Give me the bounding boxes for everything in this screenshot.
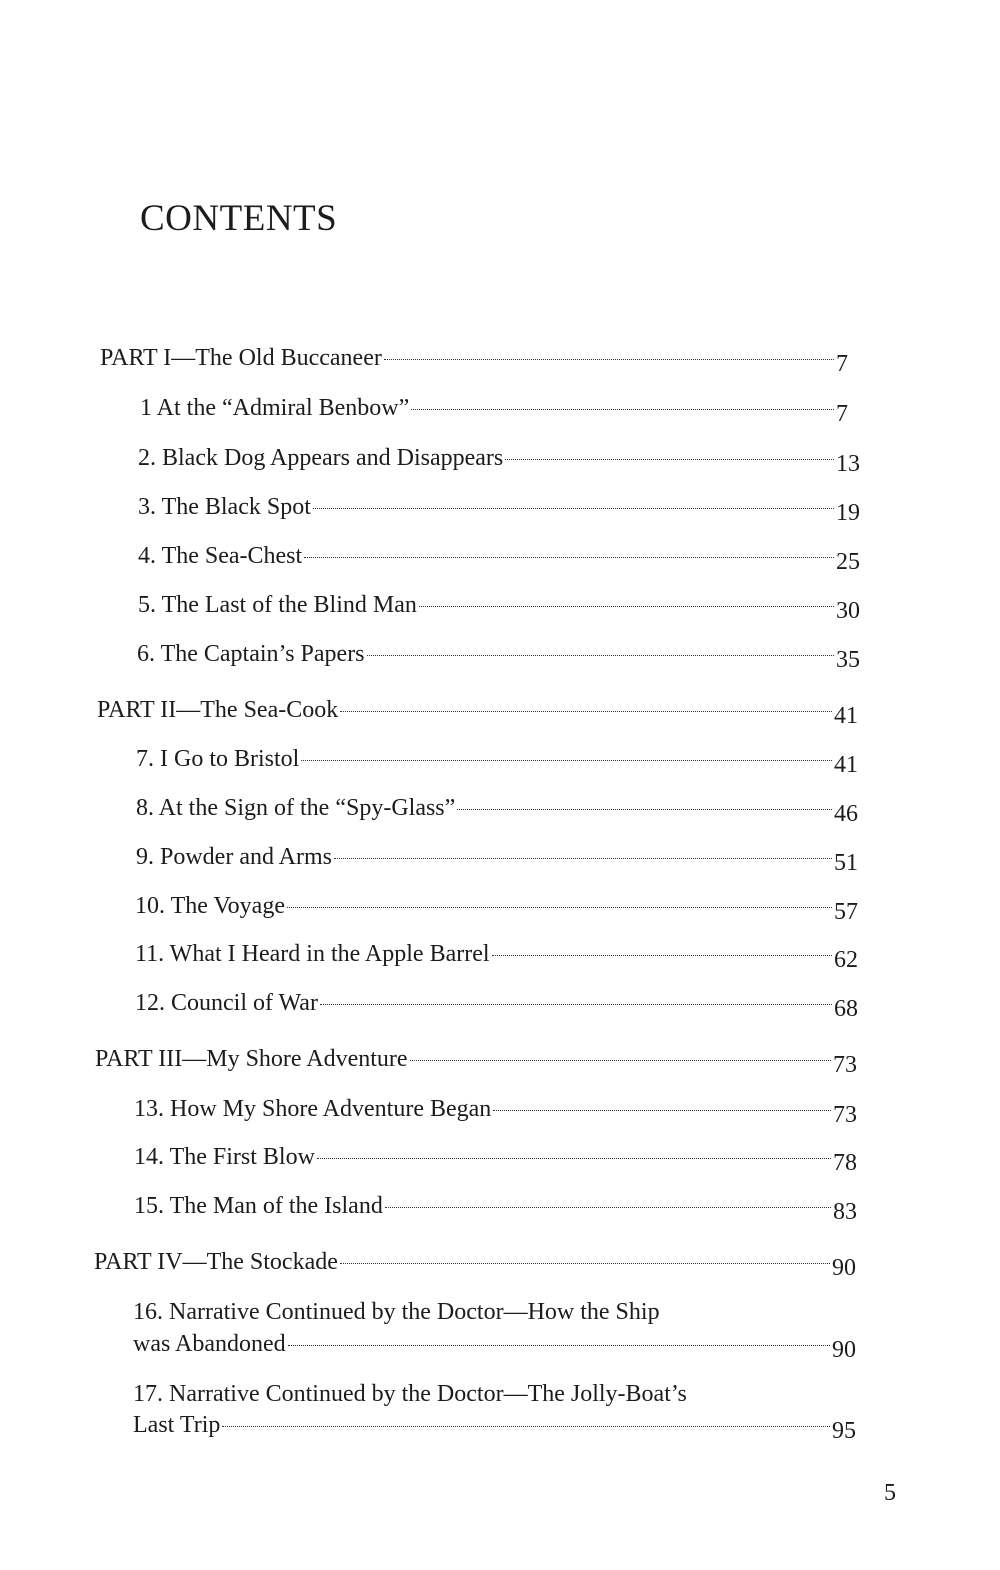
toc-entry-title: 3. The Black Spot [138, 494, 311, 520]
toc-page-number: 90 [832, 1337, 856, 1363]
toc-page-number: 62 [834, 947, 858, 973]
toc-page-number: 35 [836, 647, 860, 673]
toc-chapter-entry [137, 639, 860, 673]
toc-part-heading [97, 695, 858, 729]
toc-chapter-entry [136, 744, 858, 778]
toc-chapter-entry [138, 541, 860, 575]
toc-entry-title: 14. The First Blow [134, 1144, 315, 1170]
toc-page-number: 57 [834, 899, 858, 925]
toc-entry-title: 11. What I Heard in the Apple Barrel [135, 941, 490, 967]
toc-chapter-entry [138, 443, 860, 477]
toc-entry-title: 9. Powder and Arms [136, 844, 332, 870]
toc-entry-title: 15. The Man of the Island [134, 1193, 383, 1219]
toc-chapter-entry [138, 492, 860, 526]
dot-leader [320, 1004, 832, 1005]
toc-entry-title: 7. I Go to Bristol [136, 746, 300, 772]
dot-leader [493, 1110, 831, 1111]
toc-page-number: 90 [832, 1255, 856, 1281]
toc-page-number: 41 [834, 752, 858, 778]
page-title: CONTENTS [140, 198, 338, 239]
toc-chapter-entry [135, 988, 858, 1022]
toc-chapter-entry [134, 1142, 857, 1176]
toc-entry-title: 6. The Captain’s Papers [137, 641, 365, 667]
toc-entry-first-line: 17. Narrative Continued by the Doctor—The Jolly-Boat’s [133, 1381, 687, 1407]
dot-leader [419, 606, 834, 607]
dot-leader [334, 858, 832, 859]
dot-leader [411, 409, 834, 410]
dot-leader [313, 508, 834, 509]
dot-leader [288, 1345, 830, 1346]
toc-chapter-entry [133, 1329, 856, 1363]
toc-page-number: 13 [836, 451, 860, 477]
toc-chapter-entry [135, 939, 858, 973]
toc-entry-title: was Abandoned [133, 1331, 286, 1357]
dot-leader [301, 760, 832, 761]
toc-page-number: 7 [836, 401, 848, 427]
dot-leader [457, 809, 832, 810]
dot-leader [505, 459, 834, 460]
toc-entry-title: PART IV—The Stockade [94, 1249, 338, 1275]
toc-chapter-entry [135, 891, 858, 925]
dot-leader [410, 1060, 831, 1061]
toc-chapter-entry [134, 1094, 857, 1128]
toc-chapter-entry [134, 1191, 857, 1225]
toc-chapter-entry [136, 793, 858, 827]
toc-page-number: 68 [834, 996, 858, 1022]
toc-chapter-entry [138, 590, 860, 624]
toc-entry-title: 8. At the Sign of the “Spy-Glass” [136, 795, 456, 821]
toc-part-heading [95, 1044, 857, 1078]
dot-leader [385, 1207, 831, 1208]
toc-entry-title: 4. The Sea-Chest [138, 543, 303, 569]
dot-leader [340, 711, 832, 712]
toc-page-number: 41 [834, 703, 858, 729]
footer-page-number: 5 [884, 1480, 896, 1506]
toc-page-number: 83 [833, 1199, 857, 1225]
toc-entry-title: PART II—The Sea-Cook [97, 697, 339, 723]
toc-page-number: 78 [833, 1150, 857, 1176]
dot-leader [367, 655, 834, 656]
toc-chapter-entry [140, 393, 848, 427]
toc-entry-title: 10. The Voyage [135, 893, 285, 919]
toc-page-number: 73 [833, 1102, 857, 1128]
dot-leader [492, 955, 832, 956]
toc-page-number: 30 [836, 598, 860, 624]
toc-entry-title: PART III—My Shore Adventure [95, 1046, 408, 1072]
toc-page-number: 95 [832, 1418, 856, 1444]
toc-page-number: 73 [833, 1052, 857, 1078]
toc-part-heading [100, 343, 848, 377]
toc-chapter-entry [136, 842, 858, 876]
toc-page-number: 19 [836, 500, 860, 526]
dot-leader [317, 1158, 831, 1159]
dot-leader [287, 907, 832, 908]
toc-entry-title: Last Trip [133, 1412, 221, 1438]
toc-entry-title: 2. Black Dog Appears and Disappears [138, 445, 504, 471]
toc-entry-title: 13. How My Shore Adventure Began [134, 1096, 492, 1122]
toc-page-number: 25 [836, 549, 860, 575]
toc-page-number: 7 [836, 351, 848, 377]
dot-leader [222, 1426, 830, 1427]
toc-page-number: 51 [834, 850, 858, 876]
toc-entry-first-line: 16. Narrative Continued by the Doctor—How the Ship [133, 1299, 660, 1325]
toc-entry-title: 12. Council of War [135, 990, 318, 1016]
toc-entry-title: 1 At the “Admiral Benbow” [140, 395, 410, 421]
dot-leader [384, 359, 834, 360]
dot-leader [304, 557, 834, 558]
toc-entry-title: PART I—The Old Buccaneer [100, 345, 382, 371]
toc-chapter-entry [133, 1410, 856, 1444]
toc-page-number: 46 [834, 801, 858, 827]
toc-part-heading [94, 1247, 856, 1281]
dot-leader [340, 1263, 830, 1264]
toc-entry-title: 5. The Last of the Blind Man [138, 592, 417, 618]
